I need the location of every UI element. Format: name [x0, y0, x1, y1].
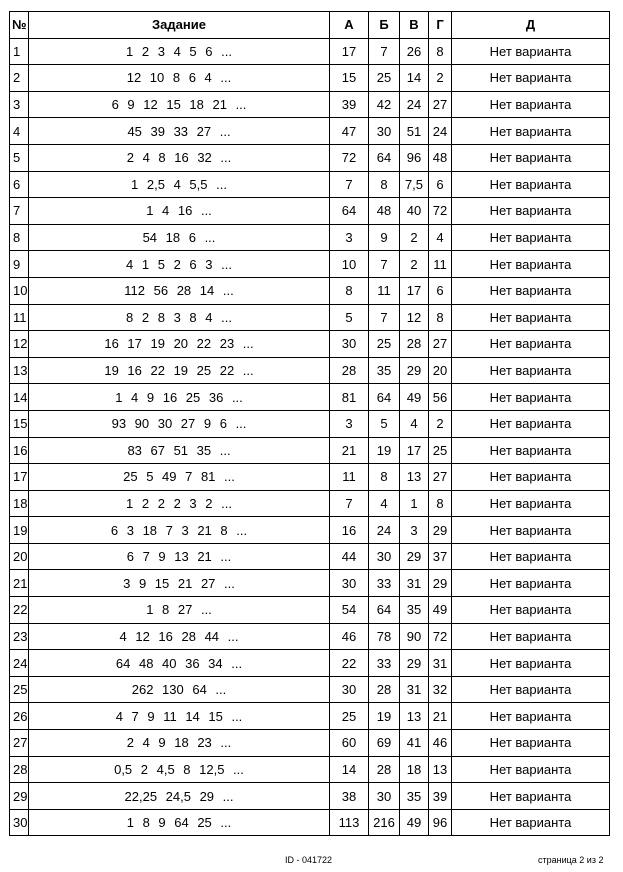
cell-v: 29: [400, 650, 429, 677]
cell-b: 9: [369, 224, 400, 251]
cell-task: 4 7 9 11 14 15 ...: [29, 703, 330, 730]
table-row: [10, 410, 610, 437]
table-row: [10, 224, 610, 251]
page-number: страница 2 из 2: [538, 855, 604, 865]
cell-b: 11: [369, 277, 400, 304]
cell-num: 21: [10, 570, 29, 597]
cell-a: 30: [330, 676, 369, 703]
cell-b: 24: [369, 517, 400, 544]
cell-num: 2: [10, 65, 29, 92]
cell-a: 25: [330, 703, 369, 730]
cell-num: 19: [10, 517, 29, 544]
cell-task: 19 16 22 19 25 22 ...: [29, 357, 330, 384]
cell-g: 11: [429, 251, 452, 278]
table-row: [10, 650, 610, 677]
cell-task: 6 3 18 7 3 21 8 ...: [29, 517, 330, 544]
cell-v: 14: [400, 65, 429, 92]
table-row: [10, 384, 610, 411]
table-row: [10, 570, 610, 597]
cell-g: 32: [429, 676, 452, 703]
cell-v: 40: [400, 198, 429, 225]
cell-a: 10: [330, 251, 369, 278]
cell-task: 4 1 5 2 6 3 ...: [29, 251, 330, 278]
cell-a: 44: [330, 543, 369, 570]
cell-d: Нет варианта: [452, 304, 610, 331]
cell-a: 3: [330, 224, 369, 251]
cell-num: 17: [10, 464, 29, 491]
cell-a: 8: [330, 277, 369, 304]
cell-b: 33: [369, 650, 400, 677]
cell-v: 12: [400, 304, 429, 331]
cell-b: 42: [369, 91, 400, 118]
cell-d: Нет варианта: [452, 118, 610, 145]
cell-task: 1 2 2 2 3 2 ...: [29, 490, 330, 517]
cell-num: 8: [10, 224, 29, 251]
cell-a: 113: [330, 809, 369, 836]
cell-g: 29: [429, 570, 452, 597]
cell-task: 3 9 15 21 27 ...: [29, 570, 330, 597]
cell-task: 6 9 12 15 18 21 ...: [29, 91, 330, 118]
cell-d: Нет варианта: [452, 676, 610, 703]
table-row: [10, 543, 610, 570]
header-g: Г: [429, 12, 452, 39]
cell-b: 64: [369, 384, 400, 411]
cell-d: Нет варианта: [452, 91, 610, 118]
cell-num: 22: [10, 597, 29, 624]
cell-a: 46: [330, 623, 369, 650]
cell-d: Нет варианта: [452, 464, 610, 491]
cell-d: Нет варианта: [452, 198, 610, 225]
cell-a: 3: [330, 410, 369, 437]
header-d: Д: [452, 12, 610, 39]
cell-g: 48: [429, 144, 452, 171]
cell-b: 33: [369, 570, 400, 597]
cell-v: 17: [400, 277, 429, 304]
cell-b: 28: [369, 676, 400, 703]
cell-d: Нет варианта: [452, 410, 610, 437]
cell-b: 30: [369, 543, 400, 570]
cell-b: 48: [369, 198, 400, 225]
cell-num: 29: [10, 783, 29, 810]
cell-v: 2: [400, 251, 429, 278]
cell-v: 24: [400, 91, 429, 118]
cell-g: 8: [429, 38, 452, 65]
cell-task: 2 4 9 18 23 ...: [29, 730, 330, 757]
cell-g: 20: [429, 357, 452, 384]
cell-a: 39: [330, 91, 369, 118]
cell-v: 96: [400, 144, 429, 171]
table-row: [10, 304, 610, 331]
cell-d: Нет варианта: [452, 384, 610, 411]
cell-a: 22: [330, 650, 369, 677]
cell-g: 8: [429, 490, 452, 517]
cell-num: 24: [10, 650, 29, 677]
cell-task: 1 8 9 64 25 ...: [29, 809, 330, 836]
cell-v: 90: [400, 623, 429, 650]
cell-g: 6: [429, 277, 452, 304]
cell-a: 28: [330, 357, 369, 384]
cell-task: 25 5 49 7 81 ...: [29, 464, 330, 491]
cell-v: 29: [400, 357, 429, 384]
table-row: [10, 251, 610, 278]
cell-g: 2: [429, 65, 452, 92]
cell-g: 4: [429, 224, 452, 251]
cell-num: 12: [10, 331, 29, 358]
cell-v: 26: [400, 38, 429, 65]
cell-g: 2: [429, 410, 452, 437]
cell-b: 8: [369, 464, 400, 491]
header-task: Задание: [29, 12, 330, 39]
cell-d: Нет варианта: [452, 597, 610, 624]
cell-b: 216: [369, 809, 400, 836]
cell-g: 56: [429, 384, 452, 411]
cell-g: 96: [429, 809, 452, 836]
cell-b: 7: [369, 251, 400, 278]
cell-v: 3: [400, 517, 429, 544]
cell-a: 16: [330, 517, 369, 544]
cell-v: 49: [400, 384, 429, 411]
cell-g: 46: [429, 730, 452, 757]
cell-v: 18: [400, 756, 429, 783]
cell-b: 5: [369, 410, 400, 437]
cell-b: 19: [369, 437, 400, 464]
cell-num: 28: [10, 756, 29, 783]
cell-task: 1 4 16 ...: [29, 198, 330, 225]
cell-v: 7,5: [400, 171, 429, 198]
cell-b: 4: [369, 490, 400, 517]
cell-g: 8: [429, 304, 452, 331]
cell-num: 30: [10, 809, 29, 836]
cell-v: 31: [400, 570, 429, 597]
table-row: [10, 65, 610, 92]
table-row: [10, 91, 610, 118]
cell-g: 25: [429, 437, 452, 464]
header-b: Б: [369, 12, 400, 39]
table-row: [10, 38, 610, 65]
header-v: В: [400, 12, 429, 39]
table-row: [10, 144, 610, 171]
cell-a: 14: [330, 756, 369, 783]
cell-d: Нет варианта: [452, 783, 610, 810]
table-row: [10, 357, 610, 384]
cell-num: 27: [10, 730, 29, 757]
cell-g: 31: [429, 650, 452, 677]
cell-v: 35: [400, 783, 429, 810]
cell-a: 60: [330, 730, 369, 757]
table-row: [10, 490, 610, 517]
table-row: [10, 331, 610, 358]
cell-task: 262 130 64 ...: [29, 676, 330, 703]
cell-num: 16: [10, 437, 29, 464]
cell-v: 31: [400, 676, 429, 703]
cell-num: 9: [10, 251, 29, 278]
cell-task: 1 4 9 16 25 36 ...: [29, 384, 330, 411]
cell-g: 21: [429, 703, 452, 730]
cell-b: 69: [369, 730, 400, 757]
cell-d: Нет варианта: [452, 809, 610, 836]
cell-task: 93 90 30 27 9 6 ...: [29, 410, 330, 437]
cell-num: 20: [10, 543, 29, 570]
cell-a: 54: [330, 597, 369, 624]
cell-a: 72: [330, 144, 369, 171]
cell-num: 25: [10, 676, 29, 703]
cell-b: 30: [369, 783, 400, 810]
cell-task: 1 8 27 ...: [29, 597, 330, 624]
cell-d: Нет варианта: [452, 623, 610, 650]
cell-a: 7: [330, 171, 369, 198]
table-row: [10, 597, 610, 624]
cell-v: 35: [400, 597, 429, 624]
cell-g: 13: [429, 756, 452, 783]
table-row: [10, 703, 610, 730]
table-row: [10, 730, 610, 757]
cell-a: 47: [330, 118, 369, 145]
cell-num: 3: [10, 91, 29, 118]
cell-b: 30: [369, 118, 400, 145]
cell-task: 0,5 2 4,5 8 12,5 ...: [29, 756, 330, 783]
cell-b: 25: [369, 65, 400, 92]
table-row: [10, 198, 610, 225]
cell-b: 7: [369, 304, 400, 331]
cell-d: Нет варианта: [452, 490, 610, 517]
cell-b: 64: [369, 144, 400, 171]
cell-d: Нет варианта: [452, 65, 610, 92]
cell-d: Нет варианта: [452, 517, 610, 544]
cell-d: Нет варианта: [452, 38, 610, 65]
cell-task: 6 7 9 13 21 ...: [29, 543, 330, 570]
cell-num: 10: [10, 277, 29, 304]
table-row: [10, 277, 610, 304]
cell-a: 64: [330, 198, 369, 225]
cell-a: 7: [330, 490, 369, 517]
table-row: [10, 783, 610, 810]
cell-num: 6: [10, 171, 29, 198]
cell-g: 6: [429, 171, 452, 198]
cell-g: 39: [429, 783, 452, 810]
cell-b: 7: [369, 38, 400, 65]
cell-v: 49: [400, 809, 429, 836]
table-header-row: [10, 12, 610, 39]
cell-num: 23: [10, 623, 29, 650]
cell-v: 29: [400, 543, 429, 570]
cell-b: 25: [369, 331, 400, 358]
cell-task: 2 4 8 16 32 ...: [29, 144, 330, 171]
cell-a: 81: [330, 384, 369, 411]
table-row: [10, 809, 610, 836]
cell-num: 13: [10, 357, 29, 384]
header-a: А: [330, 12, 369, 39]
cell-g: 24: [429, 118, 452, 145]
cell-d: Нет варианта: [452, 224, 610, 251]
cell-g: 49: [429, 597, 452, 624]
cell-v: 51: [400, 118, 429, 145]
cell-v: 2: [400, 224, 429, 251]
cell-d: Нет варианта: [452, 331, 610, 358]
cell-num: 4: [10, 118, 29, 145]
cell-d: Нет варианта: [452, 144, 610, 171]
cell-task: 1 2 3 4 5 6 ...: [29, 38, 330, 65]
cell-a: 30: [330, 331, 369, 358]
cell-a: 11: [330, 464, 369, 491]
cell-task: 83 67 51 35 ...: [29, 437, 330, 464]
cell-num: 1: [10, 38, 29, 65]
cell-task: 16 17 19 20 22 23 ...: [29, 331, 330, 358]
cell-b: 19: [369, 703, 400, 730]
cell-num: 11: [10, 304, 29, 331]
cell-g: 72: [429, 623, 452, 650]
cell-num: 14: [10, 384, 29, 411]
cell-num: 18: [10, 490, 29, 517]
cell-b: 78: [369, 623, 400, 650]
cell-d: Нет варианта: [452, 171, 610, 198]
cell-task: 4 12 16 28 44 ...: [29, 623, 330, 650]
cell-a: 38: [330, 783, 369, 810]
table-row: [10, 118, 610, 145]
cell-d: Нет варианта: [452, 570, 610, 597]
cell-num: 15: [10, 410, 29, 437]
quiz-table: [9, 11, 610, 836]
cell-d: Нет варианта: [452, 756, 610, 783]
table-row: [10, 517, 610, 544]
cell-b: 35: [369, 357, 400, 384]
cell-d: Нет варианта: [452, 277, 610, 304]
document-id: ID - 041722: [285, 855, 333, 865]
cell-num: 5: [10, 144, 29, 171]
cell-v: 1: [400, 490, 429, 517]
table-row: [10, 623, 610, 650]
cell-num: 26: [10, 703, 29, 730]
cell-d: Нет варианта: [452, 357, 610, 384]
cell-g: 27: [429, 464, 452, 491]
cell-a: 17: [330, 38, 369, 65]
cell-task: 64 48 40 36 34 ...: [29, 650, 330, 677]
cell-a: 30: [330, 570, 369, 597]
cell-num: 7: [10, 198, 29, 225]
cell-v: 4: [400, 410, 429, 437]
cell-task: 45 39 33 27 ...: [29, 118, 330, 145]
header-num: №: [10, 12, 29, 39]
table-row: [10, 464, 610, 491]
cell-g: 72: [429, 198, 452, 225]
cell-g: 27: [429, 331, 452, 358]
cell-d: Нет варианта: [452, 251, 610, 278]
cell-d: Нет варианта: [452, 543, 610, 570]
table-row: [10, 676, 610, 703]
table-row: [10, 437, 610, 464]
cell-v: 28: [400, 331, 429, 358]
cell-a: 21: [330, 437, 369, 464]
cell-task: 112 56 28 14 ...: [29, 277, 330, 304]
cell-d: Нет варианта: [452, 730, 610, 757]
table-row: [10, 171, 610, 198]
cell-task: 8 2 8 3 8 4 ...: [29, 304, 330, 331]
cell-task: 22,25 24,5 29 ...: [29, 783, 330, 810]
cell-task: 12 10 8 6 4 ...: [29, 65, 330, 92]
cell-a: 15: [330, 65, 369, 92]
cell-a: 5: [330, 304, 369, 331]
cell-task: 54 18 6 ...: [29, 224, 330, 251]
cell-v: 17: [400, 437, 429, 464]
cell-b: 28: [369, 756, 400, 783]
cell-g: 37: [429, 543, 452, 570]
table-row: [10, 756, 610, 783]
cell-v: 13: [400, 464, 429, 491]
cell-b: 8: [369, 171, 400, 198]
cell-task: 1 2,5 4 5,5 ...: [29, 171, 330, 198]
cell-v: 41: [400, 730, 429, 757]
cell-d: Нет варианта: [452, 437, 610, 464]
cell-b: 64: [369, 597, 400, 624]
cell-d: Нет варианта: [452, 703, 610, 730]
cell-d: Нет варианта: [452, 650, 610, 677]
cell-g: 27: [429, 91, 452, 118]
cell-v: 13: [400, 703, 429, 730]
cell-g: 29: [429, 517, 452, 544]
